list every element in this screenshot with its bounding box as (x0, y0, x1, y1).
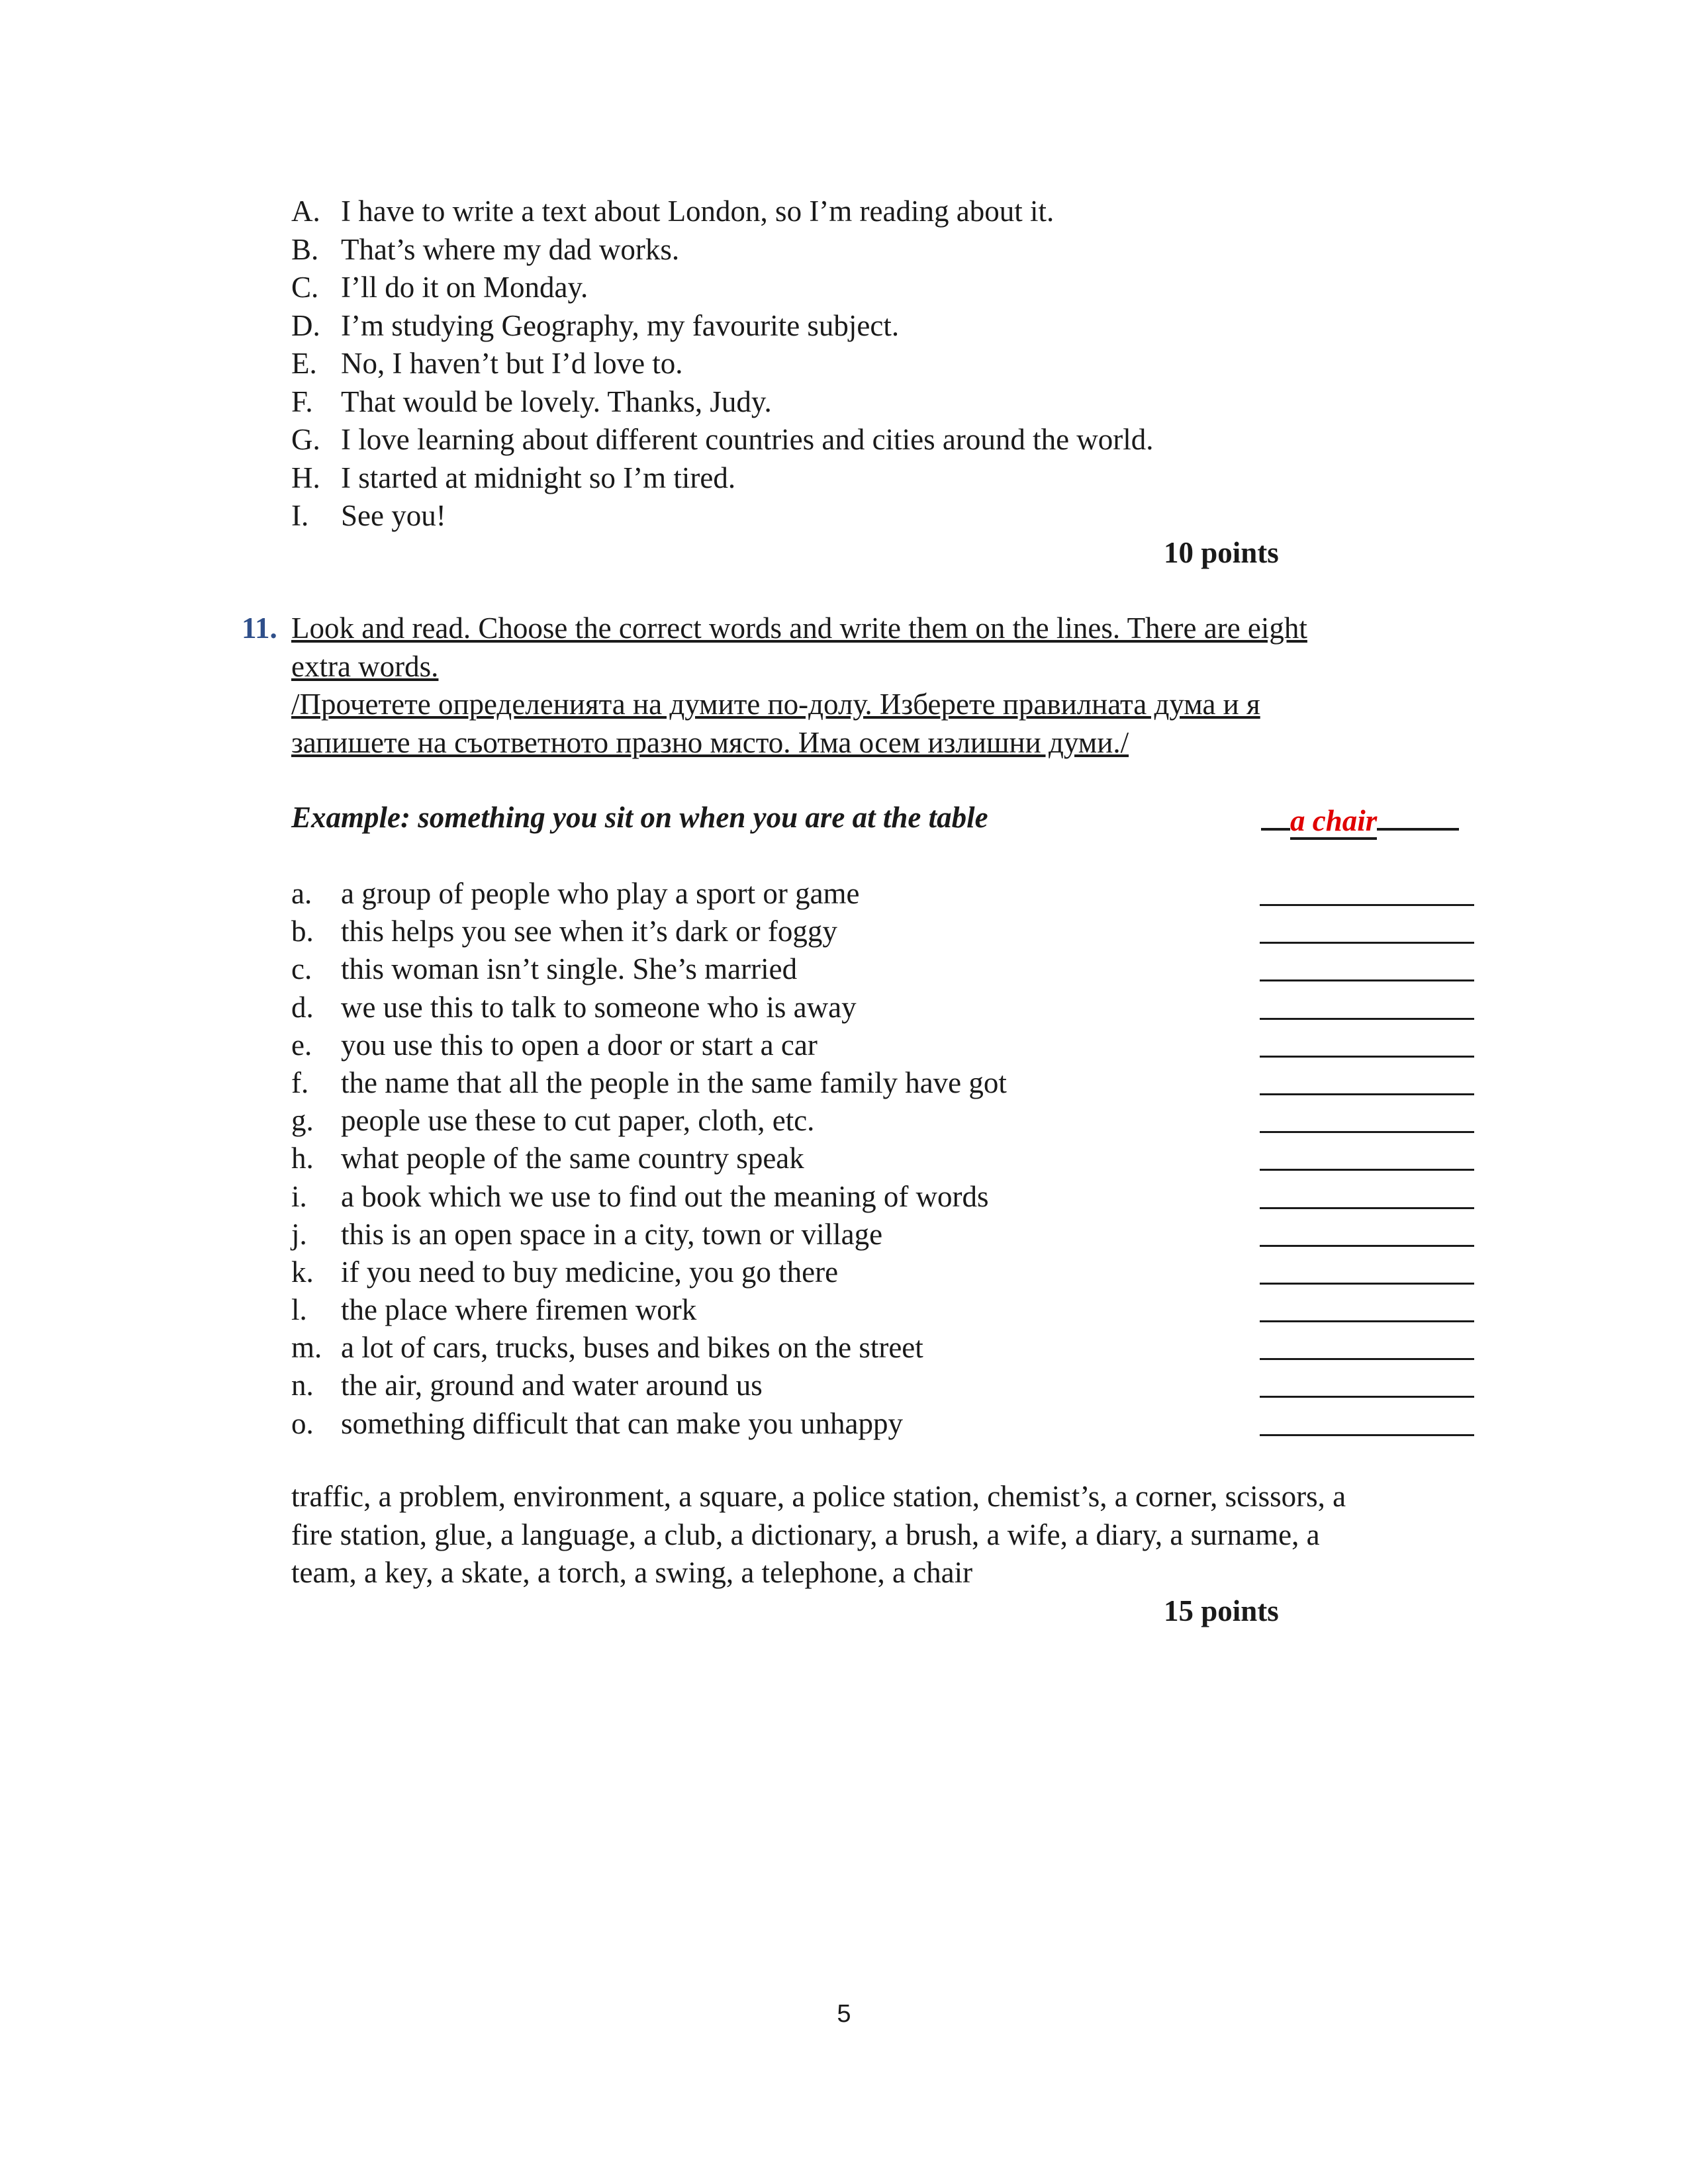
definition-item (291, 1253, 1476, 1291)
underline-right (1377, 799, 1459, 831)
instruction-line: /Прочетете определенията на думите по-долу. Изберете правилната дума и я (291, 688, 1260, 721)
definition-letter: i. (291, 1179, 307, 1213)
definition-text: you use this to open a door or start a car (341, 1028, 818, 1062)
definition-item (291, 1367, 1476, 1404)
definition-text: the air, ground and water around us (341, 1369, 763, 1402)
definition-item (291, 1178, 1476, 1216)
option-item (291, 193, 1483, 231)
answer-blank[interactable] (1260, 904, 1474, 906)
definitions-list (291, 875, 1476, 1443)
definition-text: this helps you see when it’s dark or foggy (341, 915, 837, 948)
definition-text: the place where firemen work (341, 1293, 697, 1327)
definition-text: what people of the same country speak (341, 1142, 804, 1175)
definition-item (291, 1102, 1476, 1140)
answer-blank[interactable] (1260, 1434, 1474, 1436)
answer-blank[interactable] (1260, 1018, 1474, 1020)
underline-left (1261, 799, 1290, 831)
exercise-number: 11. (242, 612, 277, 645)
option-letter: F. (291, 385, 313, 418)
definition-letter: a. (291, 877, 312, 910)
instruction-line: extra words. (291, 649, 439, 683)
definition-text: we use this to talk to someone who is away (341, 990, 857, 1024)
definition-item (291, 1216, 1476, 1253)
option-text: See you! (341, 499, 446, 532)
answer-options (291, 193, 1483, 535)
definition-item (291, 950, 1476, 988)
definition-letter: d. (291, 990, 314, 1024)
instruction-line: Look and read. Choose the correct words and write them on the lines. There are eight (291, 612, 1307, 645)
option-item (291, 269, 1483, 307)
definition-item (291, 1405, 1476, 1443)
definition-letter: f. (291, 1066, 309, 1099)
option-text: That’s where my dad works. (341, 232, 680, 266)
page-number: 5 (837, 2000, 851, 2028)
example-answer-line (1261, 799, 1459, 841)
option-text: I have to write a text about London, so I’m reading about it. (341, 195, 1055, 228)
exercise-instructions (291, 610, 1483, 762)
definition-letter: m. (291, 1331, 322, 1365)
answer-blank[interactable] (1260, 1131, 1474, 1133)
answer-blank[interactable] (1260, 1056, 1474, 1058)
option-letter: A. (291, 195, 320, 228)
definition-letter: n. (291, 1369, 314, 1402)
option-text: I love learning about different countries and cities around the world. (341, 423, 1154, 456)
definition-letter: j. (291, 1217, 307, 1251)
definition-letter: o. (291, 1406, 314, 1440)
option-letter: I. (291, 499, 309, 532)
definition-letter: g. (291, 1104, 314, 1138)
example-answer: a chair (1290, 804, 1377, 840)
definition-text: if you need to buy medicine, you go there (341, 1255, 839, 1289)
definition-text: this woman isn’t single. She’s married (341, 952, 798, 986)
definition-item (291, 1291, 1476, 1329)
definition-text: a book which we use to find out the meaning of words (341, 1179, 989, 1213)
option-letter: E. (291, 347, 317, 380)
definition-item (291, 913, 1476, 950)
word-bank-line: fire station, glue, a language, a club, a dictionary, a brush, a wife, a diary, a surname, a (291, 1518, 1320, 1551)
option-item (291, 307, 1483, 345)
option-letter: B. (291, 232, 319, 266)
word-bank (291, 1478, 1476, 1592)
definition-letter: h. (291, 1142, 314, 1175)
instruction-line: запишете на съответното празно място. Има осем излишни думи./ (291, 725, 1129, 759)
option-text: I started at midnight so I’m tired. (341, 461, 736, 494)
option-letter: H. (291, 461, 320, 494)
option-item (291, 421, 1483, 459)
option-item (291, 459, 1483, 498)
answer-blank[interactable] (1260, 1358, 1474, 1360)
word-bank-line: team, a key, a skate, a torch, a swing, a telephone, a chair (291, 1556, 973, 1589)
answer-blank[interactable] (1260, 1320, 1474, 1322)
option-item (291, 231, 1483, 269)
answer-blank[interactable] (1260, 1245, 1474, 1247)
definition-item (291, 1064, 1476, 1102)
points-label: 10 points (1164, 536, 1279, 569)
definition-text: this is an open space in a city, town or village (341, 1217, 883, 1251)
option-text: That would be lovely. Thanks, Judy. (341, 385, 772, 418)
option-item (291, 383, 1483, 422)
definition-letter: c. (291, 952, 312, 986)
definition-text: the name that all the people in the same family have got (341, 1066, 1007, 1099)
definition-letter: e. (291, 1028, 312, 1062)
answer-blank[interactable] (1260, 1396, 1474, 1398)
option-item (291, 345, 1483, 383)
definition-letter: b. (291, 915, 314, 948)
definition-text: people use these to cut paper, cloth, etc. (341, 1104, 815, 1138)
answer-blank[interactable] (1260, 1169, 1474, 1171)
option-letter: D. (291, 308, 320, 342)
definition-text: a group of people who play a sport or game (341, 877, 860, 910)
definition-text: something difficult that can make you unhappy (341, 1406, 903, 1440)
option-letter: G. (291, 423, 320, 456)
definition-letter: k. (291, 1255, 314, 1289)
option-text: No, I haven’t but I’d love to. (341, 347, 683, 380)
answer-blank[interactable] (1260, 1207, 1474, 1209)
option-letter: C. (291, 271, 319, 304)
definition-text: a lot of cars, trucks, buses and bikes on the street (341, 1331, 923, 1365)
option-item (291, 497, 1483, 535)
option-text: I’ll do it on Monday. (341, 271, 588, 304)
answer-blank[interactable] (1260, 942, 1474, 944)
definition-letter: l. (291, 1293, 307, 1327)
word-bank-line: traffic, a problem, environment, a square, a police station, chemist’s, a corner, scissors, a (291, 1480, 1346, 1513)
points-label: 15 points (1164, 1594, 1279, 1627)
definition-item (291, 1329, 1476, 1367)
definition-item (291, 875, 1476, 913)
answer-blank[interactable] (1260, 1283, 1474, 1285)
answer-blank[interactable] (1260, 1093, 1474, 1095)
example-prompt: Example: something you sit on when you are at the table (291, 801, 988, 834)
option-text: I’m studying Geography, my favourite subject. (341, 308, 900, 342)
definition-item (291, 1026, 1476, 1064)
answer-blank[interactable] (1260, 979, 1474, 981)
definition-item (291, 1140, 1476, 1177)
definition-item (291, 989, 1476, 1026)
